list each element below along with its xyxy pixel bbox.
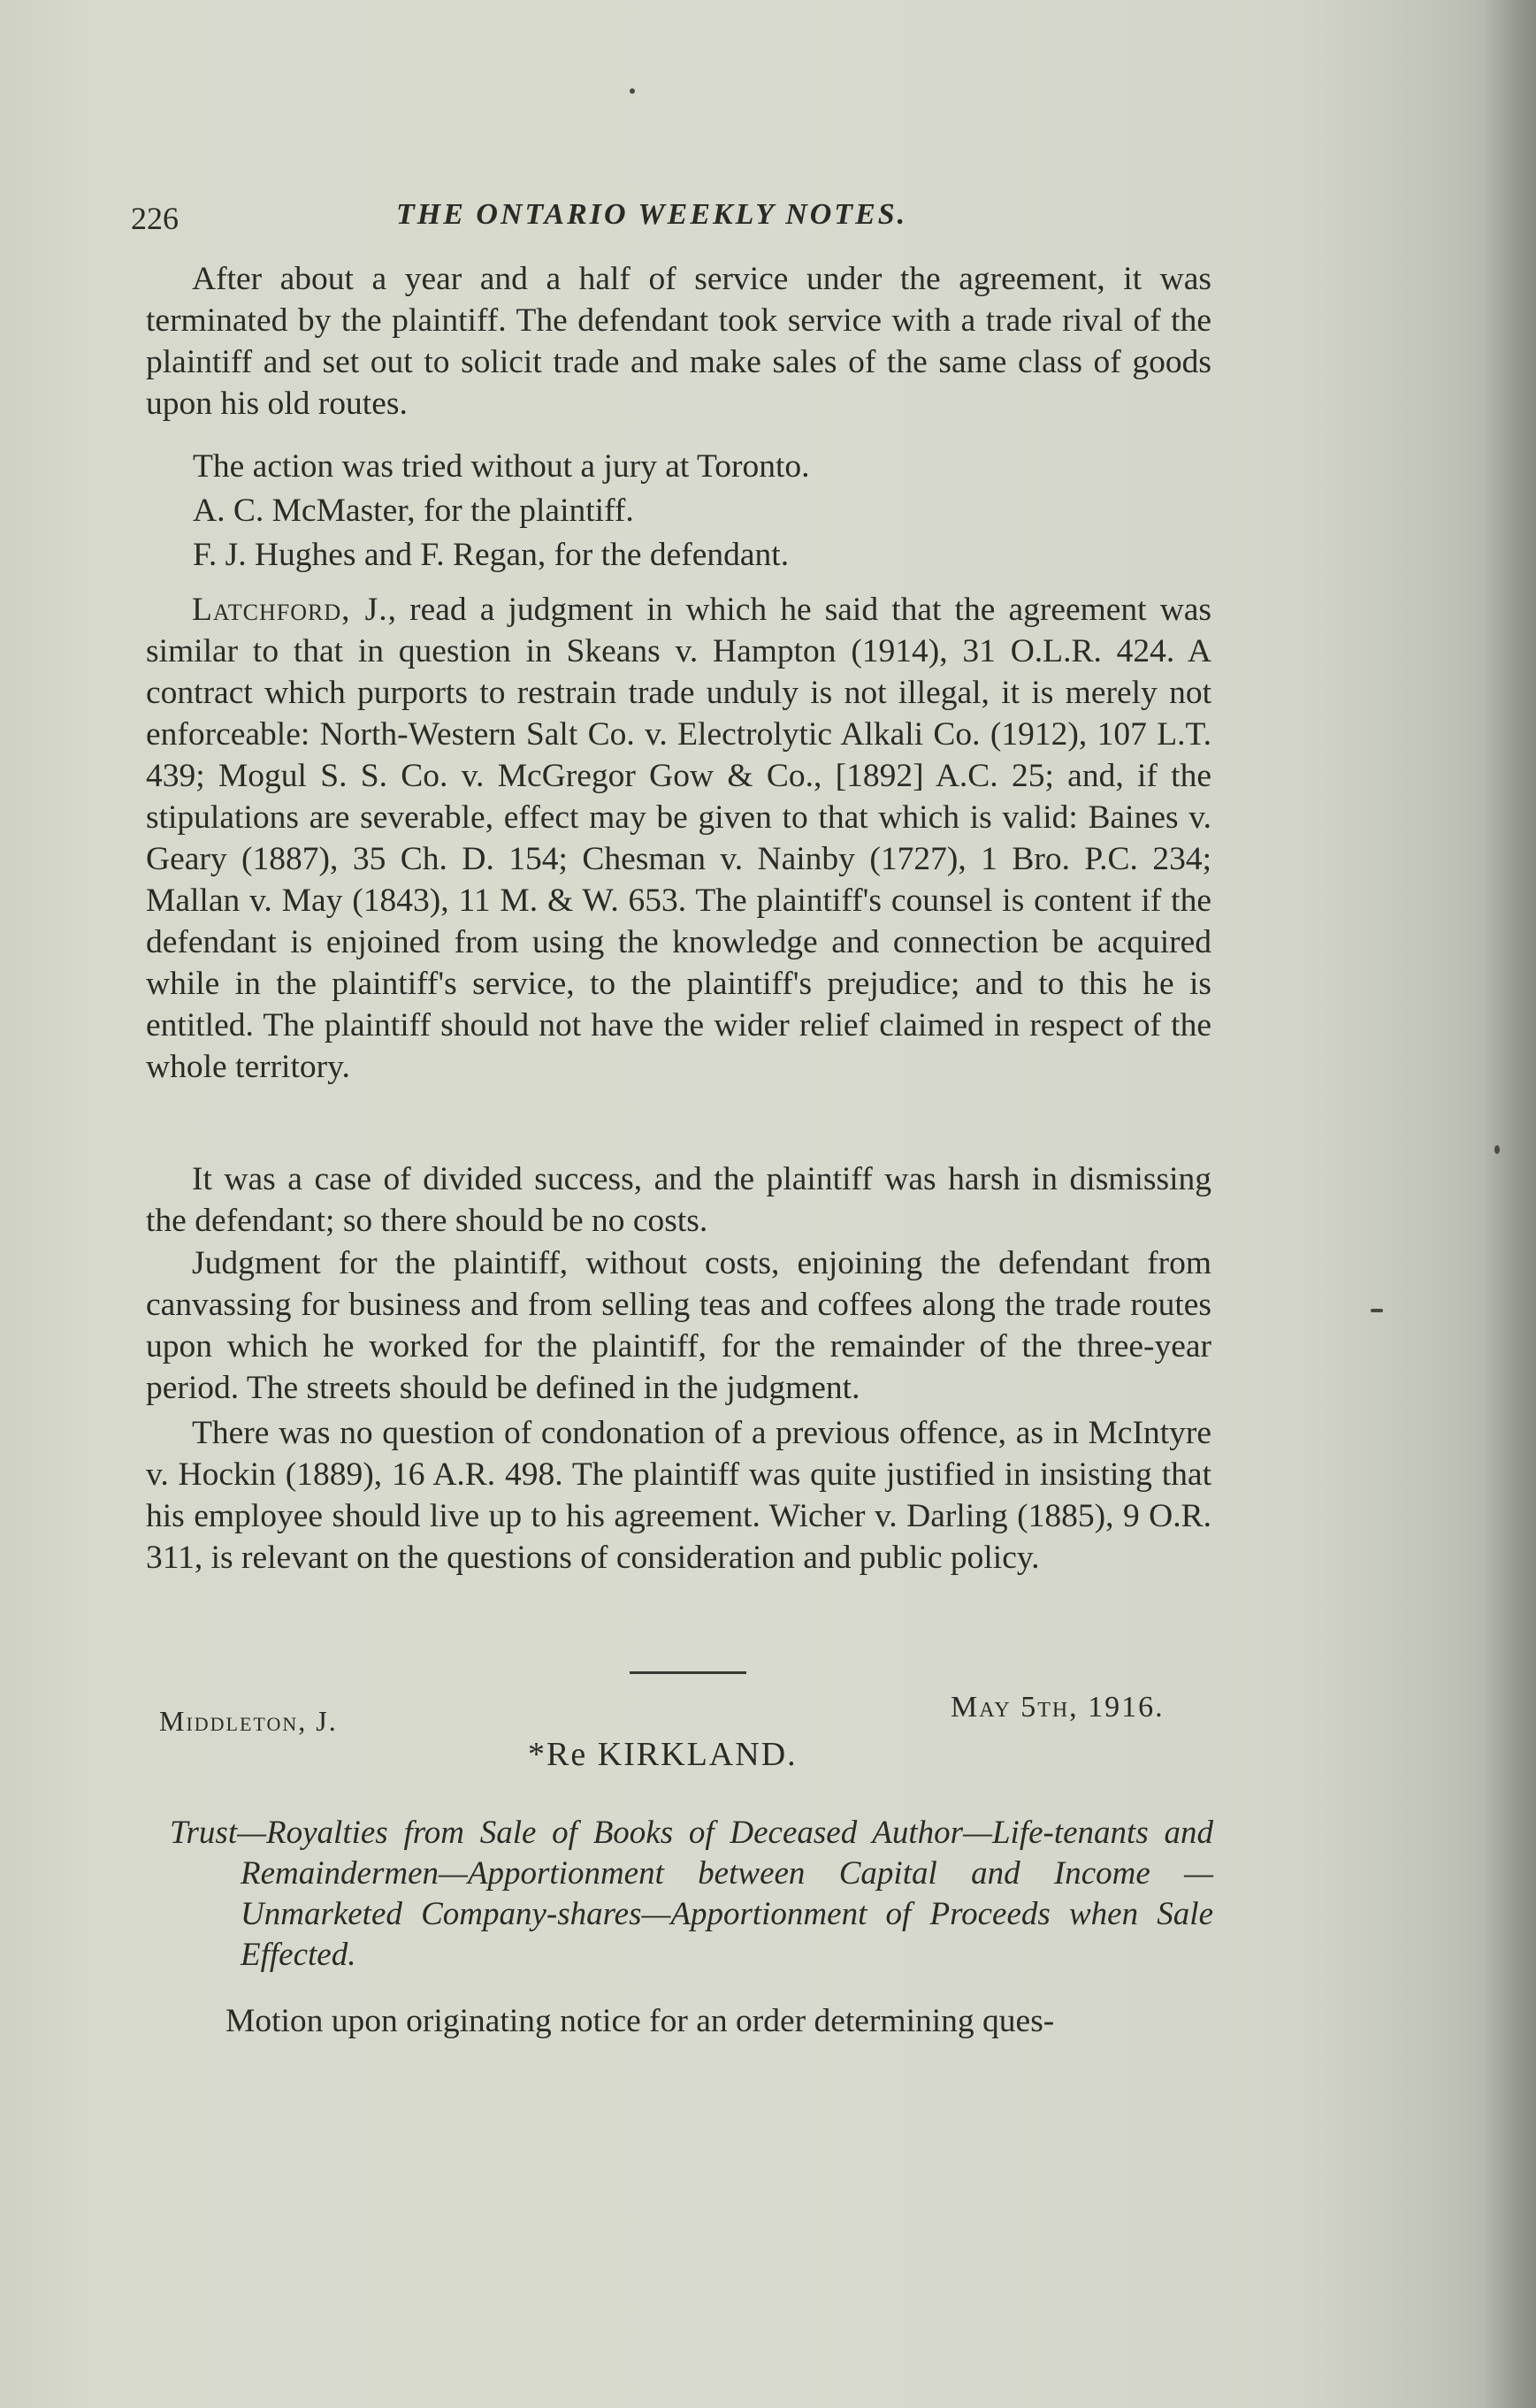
- paragraph-condonation: There was no question of condonation of a previous offence, as in McIntyre v. Hockin (1889), 16 A.R. 498. The plaintiff was quite justified in insisting that his employee should live up to his agreement. Wicher v. Darling (1885), 9 O.R. 311, is relevant on the questions of consideration and public policy.: [146, 1415, 1211, 1576]
- plaintiff-counsel-line: A. C. McMaster, for the plaintiff.: [193, 493, 634, 529]
- paragraph-costs: It was a case of divided success, and the plaintiff was harsh in dismissing the defendant; so there should be no costs.: [146, 1161, 1211, 1239]
- judgment-text: , read a judgment in which he said that the agreement was similar to that in question in Skeans v. Hampton (1914), 31 O.L.R. 424. A contract which purports to restrain trade unduly is not illegal, it is merely not enforceable: North-Western Salt Co. v. Electrolytic Alkali Co. (1912), 107 L.T. 439; Mogul S. S. Co. v. McGregor Gow & Co., [1892] A.C. 25; and, if the stipulations are severable, effect may be given to that which is valid: Baines v. Geary (1887), 35 Ch. D. 154; Chesman v. Nainby (1727), 1 Bro. P.C. 234; Mallan v. May (1843), 11 M. & W. 653. The plaintiff's counsel is content if the defendant is enjoined from using the knowledge and connection be acquired while in the plaintiff's service, to the plaintiff's prejudice; and to this he is entitled. The plaintiff should not have the wider relief claimed in respect of the whole territory.: [146, 592, 1212, 1085]
- case-title: *Re KIRKLAND.: [528, 1736, 798, 1773]
- paragraph-order: Judgment for the plaintiff, without costs, enjoining the defendant from canvassing for business and from selling teas and coffees along the trade routes upon which he worked for the plaintiff, for the remainder of the three-year period. The streets should be defined in the judgment.: [146, 1245, 1211, 1406]
- trial-venue-line: The action was tried without a jury at Toronto.: [193, 448, 810, 485]
- page-number: 226: [131, 201, 179, 236]
- paragraph-judgment: [146, 589, 1211, 1088]
- paragraph-service-terminated: After about a year and a half of service under the agreement, it was terminated by the plaintiff. The defendant took service with a trade rival of the plaintiff and set out to solicit trade and make sales of the same class of goods upon his old routes.: [146, 261, 1211, 422]
- case-headnote: Trust—Royalties from Sale of Books of Deceased Author—Life-tenants and Remaindermen—Apportionment between Capital and Income — Unmarketed Company-shares—Apportionment of Proceeds when Sale Effected.: [170, 1815, 1213, 1973]
- running-head: THE ONTARIO WEEKLY NOTES.: [396, 198, 908, 231]
- case-date: May 5th, 1916.: [951, 1691, 1165, 1724]
- motion-line: Motion upon originating notice for an order determining ques-: [225, 2003, 1055, 2039]
- print-speck: [1371, 1309, 1383, 1312]
- trial-details: [193, 445, 1210, 577]
- judge-name: Latchford, J.: [192, 592, 388, 628]
- page-header: [131, 193, 1219, 246]
- print-speck: [630, 88, 635, 94]
- defendant-counsel-line: F. J. Hughes and F. Regan, for the defendant.: [193, 537, 790, 573]
- section-divider: [630, 1671, 746, 1674]
- case-judge: Middleton, J.: [159, 1705, 338, 1737]
- print-speck: [1494, 1145, 1500, 1154]
